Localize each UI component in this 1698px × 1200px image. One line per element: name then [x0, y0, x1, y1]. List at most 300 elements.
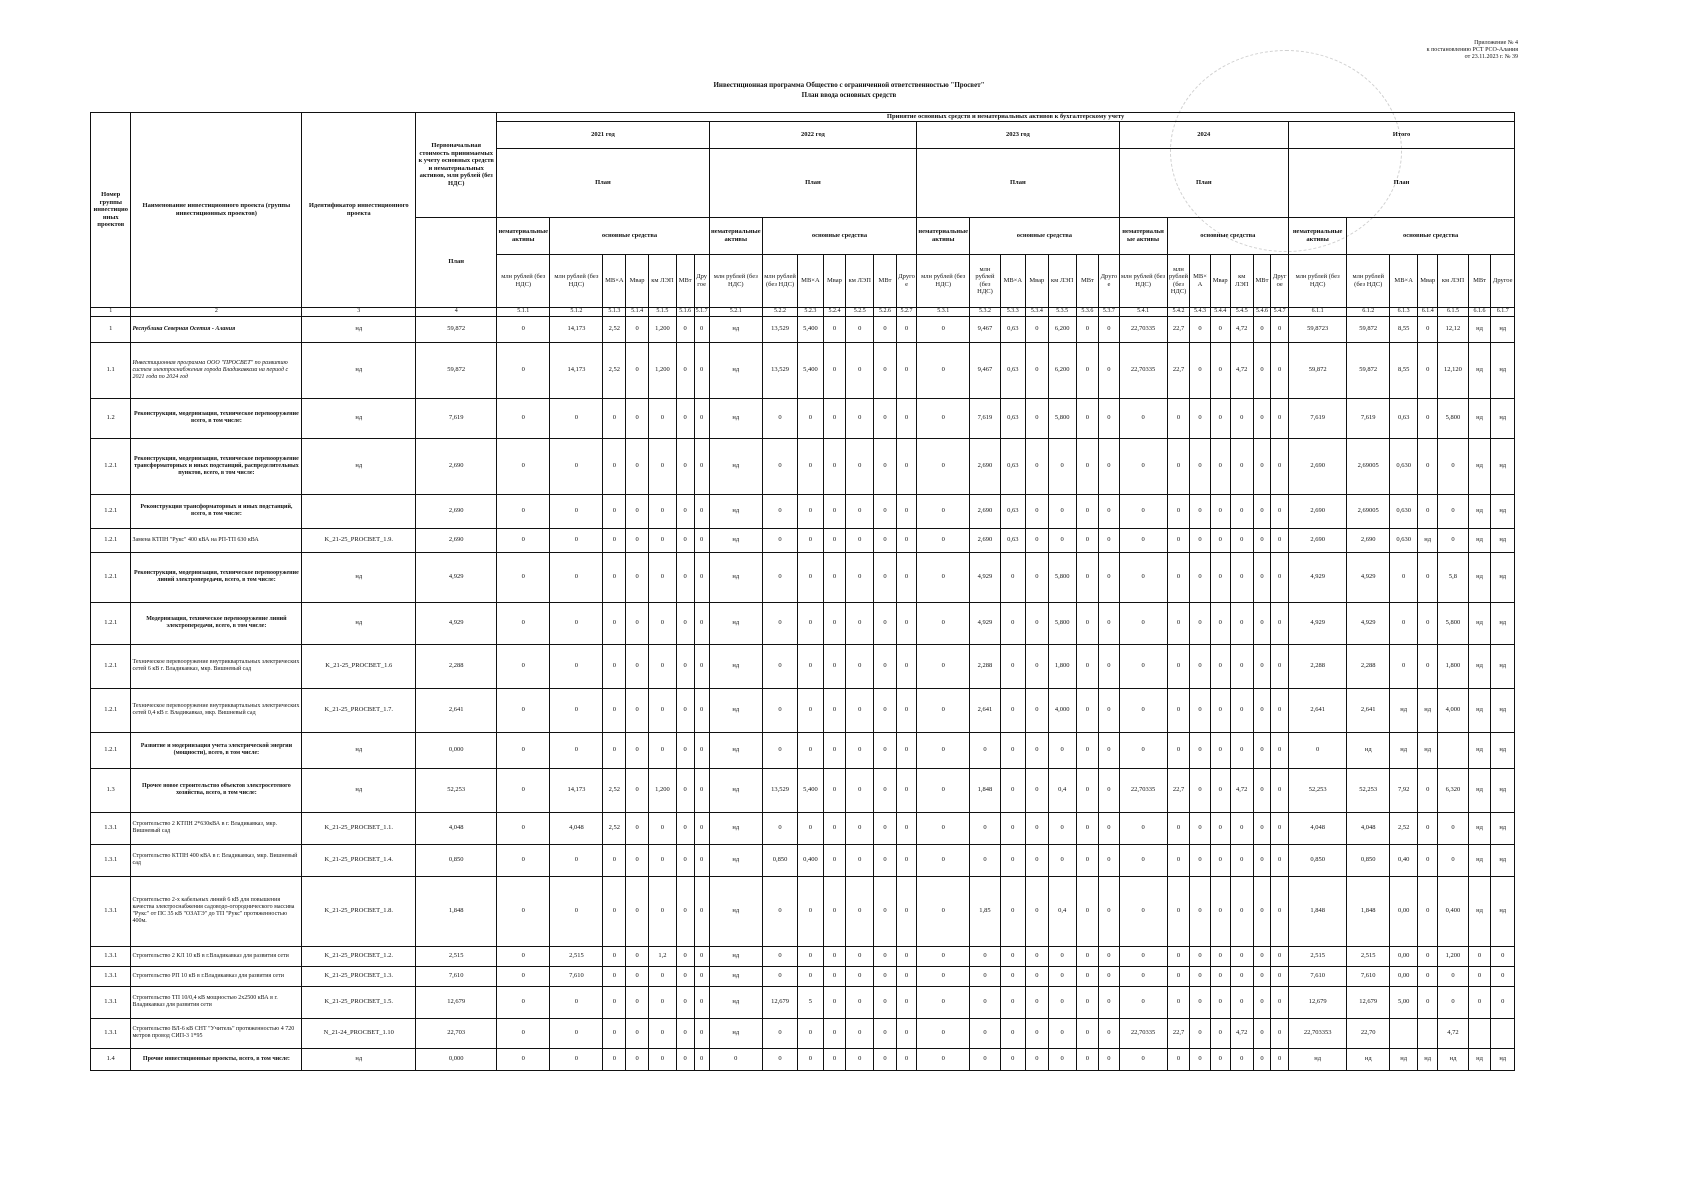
value-cell: 0 [823, 602, 846, 644]
value-cell: 0 [550, 876, 603, 946]
column-index: 5.3.5 [1048, 307, 1076, 316]
value-cell: 1,2 [649, 946, 677, 966]
value-cell: 0,63 [1000, 438, 1025, 494]
value-cell: 0 [798, 1048, 823, 1070]
value-cell: 0 [1190, 986, 1210, 1018]
value-cell: 22,70 [1347, 1018, 1390, 1048]
value-cell: 0 [1076, 946, 1099, 966]
project-id: K_21-25_PROCBET_1.7. [302, 688, 416, 732]
value-cell: 0 [1438, 494, 1468, 528]
value-cell: 0 [550, 1048, 603, 1070]
value-cell: 0 [1048, 528, 1076, 552]
value-cell: 0 [626, 688, 649, 732]
value-cell: 0 [1048, 812, 1076, 844]
project-id: нд [302, 602, 416, 644]
value-cell: нд [1491, 316, 1515, 342]
column-index: 6.1.2 [1347, 307, 1390, 316]
value-cell: 0 [1253, 438, 1271, 494]
value-cell: 0 [1190, 494, 1210, 528]
value-cell: 0 [1253, 688, 1271, 732]
value-cell: 14,173 [550, 316, 603, 342]
value-cell: 0 [1271, 732, 1289, 768]
header-unit: Другое [896, 254, 916, 307]
value-cell: 0 [649, 494, 677, 528]
value-cell: 0 [1438, 986, 1468, 1018]
value-cell: 0 [846, 986, 874, 1018]
value-cell: 0 [694, 342, 709, 398]
value-cell: 0 [1210, 966, 1230, 986]
value-cell: 0 [497, 986, 550, 1018]
value-cell: 1,848 [1347, 876, 1390, 946]
column-index: 5.2.5 [846, 307, 874, 316]
header-unit: млн рублей (без НДС) [970, 254, 1000, 307]
value-cell: нд [1491, 494, 1515, 528]
value-cell: 0 [896, 552, 916, 602]
value-cell: 0 [1000, 768, 1025, 812]
value-cell: 2,641 [1289, 688, 1347, 732]
value-cell: 0 [846, 1048, 874, 1070]
table-container [90, 112, 1515, 1172]
value-cell: 0 [1099, 732, 1119, 768]
value-cell: нд [1491, 844, 1515, 876]
value-cell: 0 [1099, 768, 1119, 812]
value-cell: нд [709, 876, 762, 946]
value-cell: 0 [626, 398, 649, 438]
value-cell: 0 [1119, 688, 1167, 732]
value-cell: 0 [676, 528, 694, 552]
value-cell: 0 [1076, 1018, 1099, 1048]
value-cell: 0 [649, 732, 677, 768]
value-cell: 0 [917, 1048, 970, 1070]
value-cell: 0 [694, 768, 709, 812]
value-cell: 0 [846, 1018, 874, 1048]
value-cell: 22,7 [1167, 768, 1190, 812]
value-cell: 0 [823, 688, 846, 732]
value-cell: нд [1491, 602, 1515, 644]
value-cell: 7,619 [1289, 398, 1347, 438]
column-index: 6.1.7 [1491, 307, 1515, 316]
value-cell: 0 [1167, 812, 1190, 844]
row-number: 1.4 [91, 1048, 131, 1070]
value-cell: 2,52 [603, 768, 626, 812]
column-index: 5.4.6 [1253, 307, 1271, 316]
value-cell: 0 [970, 1018, 1000, 1048]
project-name: Строительство ВЛ-6 кВ СНТ "Учитель" протяженностью 4 720 метров провод СИП-3 1*95 [131, 1018, 302, 1048]
value-cell: 0 [1210, 342, 1230, 398]
project-name: Строительство 2-х кабельных линий 6 кВ для повышения качества электроснабжения садоводо-огороднического массива "Рукс" от ПС 35 кВ "ОЗАТЭ" до ТП "Рукс" протяженностью 400м. [131, 876, 302, 946]
value-cell: 0 [896, 1048, 916, 1070]
header-unit: МВ×А [1000, 254, 1025, 307]
value-cell: 0 [1418, 946, 1438, 966]
column-index: 5.4.5 [1230, 307, 1253, 316]
value-cell: нд [709, 688, 762, 732]
column-index: 6.1.4 [1418, 307, 1438, 316]
column-index: 5.4.4 [1210, 307, 1230, 316]
value-cell: 0 [603, 644, 626, 688]
value-cell: 0 [550, 438, 603, 494]
value-cell: нд [1468, 602, 1491, 644]
value-cell: 0,000 [416, 732, 497, 768]
header-acceptance: Принятие основных средств и нематериальных активов к бухгалтерскому учету [497, 113, 1515, 122]
value-cell: 0 [1025, 732, 1048, 768]
value-cell: 0 [1271, 768, 1289, 812]
project-name: Реконструкция трансформаторных и иных подстанций, всего, в том числе: [131, 494, 302, 528]
value-cell: 0 [497, 342, 550, 398]
value-cell: 0 [1390, 644, 1418, 688]
value-cell: 0,850 [1347, 844, 1390, 876]
project-id: нд [302, 398, 416, 438]
value-cell: 4,929 [416, 602, 497, 644]
header-unit: МВт [1076, 254, 1099, 307]
value-cell: 13,529 [762, 768, 797, 812]
value-cell: 0 [1230, 876, 1253, 946]
value-cell: 0 [626, 316, 649, 342]
value-cell: 0 [1099, 812, 1119, 844]
value-cell: нд [1468, 552, 1491, 602]
value-cell: 0 [626, 876, 649, 946]
project-name: Замена КТПН "Рукс" 400 кВА на РП-ТП 630 кВА [131, 528, 302, 552]
project-name: Республика Северная Осетия - Алания [131, 316, 302, 342]
value-cell: 0 [762, 1048, 797, 1070]
value-cell: 0 [1271, 876, 1289, 946]
value-cell: 0 [917, 1018, 970, 1048]
column-index: 6.1.3 [1390, 307, 1418, 316]
value-cell: 0 [676, 1018, 694, 1048]
value-cell: 0 [1048, 986, 1076, 1018]
value-cell: 0 [1099, 1018, 1119, 1048]
value-cell [1491, 1018, 1515, 1048]
value-cell: 1,848 [970, 768, 1000, 812]
value-cell: 0 [1025, 966, 1048, 986]
header-unit: МВ×А [1190, 254, 1210, 307]
value-cell: 0 [1076, 812, 1099, 844]
column-index: 5.1.6 [676, 307, 694, 316]
header-fixed-assets: основные средства [1347, 217, 1515, 254]
value-cell: 0 [1418, 342, 1438, 398]
value-cell: 0 [694, 966, 709, 986]
value-cell: 0 [1099, 438, 1119, 494]
value-cell: 0 [1253, 342, 1271, 398]
column-index: 5.1.4 [626, 307, 649, 316]
header-unit: млн рублей (без НДС) [550, 254, 603, 307]
value-cell: 0 [846, 342, 874, 398]
value-cell: 0 [896, 494, 916, 528]
value-cell: 0 [1271, 1018, 1289, 1048]
value-cell: 0 [1230, 966, 1253, 986]
value-cell: нд [1468, 438, 1491, 494]
value-cell: 9,467 [970, 342, 1000, 398]
value-cell: 0 [626, 946, 649, 966]
value-cell: 1,800 [1048, 644, 1076, 688]
value-cell: 12,679 [1347, 986, 1390, 1018]
project-id: нд [302, 552, 416, 602]
value-cell: 0 [1119, 812, 1167, 844]
value-cell: 22,703353 [1289, 1018, 1347, 1048]
value-cell: нд [709, 946, 762, 966]
value-cell: 4,929 [416, 552, 497, 602]
value-cell: 0 [874, 438, 897, 494]
header-intangible: нематериальные активы [917, 217, 970, 254]
value-cell: 0 [762, 552, 797, 602]
value-cell: 0 [694, 732, 709, 768]
value-cell: 4,72 [1438, 1018, 1468, 1048]
column-index: 5.4.3 [1190, 307, 1210, 316]
value-cell: 0 [762, 1018, 797, 1048]
value-cell: 0 [603, 494, 626, 528]
value-cell: 0 [917, 844, 970, 876]
value-cell: 7,610 [550, 966, 603, 986]
project-name: Строительство 2 КЛ 10 кВ в г.Владикавказ для развития сети [131, 946, 302, 966]
column-index: 5.2.3 [798, 307, 823, 316]
header-unit: км ЛЭП [1438, 254, 1468, 307]
value-cell: 0 [1099, 876, 1119, 946]
value-cell: 0 [1025, 398, 1048, 438]
row-number: 1.3.1 [91, 966, 131, 986]
column-index: 5.3.4 [1025, 307, 1048, 316]
value-cell: 0 [550, 1018, 603, 1048]
value-cell: 0 [1025, 844, 1048, 876]
value-cell: 0 [917, 316, 970, 342]
value-cell: 0 [1167, 602, 1190, 644]
value-cell: 0 [1271, 966, 1289, 986]
value-cell: 0 [896, 438, 916, 494]
value-cell: 0 [1230, 398, 1253, 438]
value-cell: нд [709, 732, 762, 768]
value-cell: 0 [1230, 602, 1253, 644]
value-cell: 0 [1190, 844, 1210, 876]
value-cell: 0 [1076, 342, 1099, 398]
column-index: 1 [91, 307, 131, 316]
value-cell: 0 [1190, 342, 1210, 398]
table-row [91, 602, 1515, 644]
value-cell: нд [1491, 812, 1515, 844]
value-cell: 5 [798, 986, 823, 1018]
value-cell: 5,800 [1048, 552, 1076, 602]
value-cell: 0 [1190, 688, 1210, 732]
row-number: 1.1 [91, 342, 131, 398]
value-cell: 0 [626, 494, 649, 528]
value-cell: 0 [896, 688, 916, 732]
value-cell: 0 [1210, 688, 1230, 732]
header-unit: млн рублей (без НДС) [1167, 254, 1190, 307]
value-cell: 0 [1190, 768, 1210, 812]
value-cell: 0 [823, 876, 846, 946]
header-unit: млн рублей (без НДС) [1119, 254, 1167, 307]
value-cell: 0,400 [1438, 876, 1468, 946]
value-cell: 0 [1271, 552, 1289, 602]
header-project-name: Наименование инвестиционного проекта (группы инвестиционных проектов) [131, 113, 302, 308]
table-row [91, 342, 1515, 398]
value-cell: 0 [1119, 644, 1167, 688]
value-cell: 0 [798, 398, 823, 438]
value-cell: 0 [626, 844, 649, 876]
value-cell: 0 [970, 1048, 1000, 1070]
column-index: 6.1.5 [1438, 307, 1468, 316]
value-cell: 0 [1099, 398, 1119, 438]
value-cell: 0 [1025, 494, 1048, 528]
value-cell: 0 [603, 1048, 626, 1070]
value-cell: 2,52 [603, 316, 626, 342]
value-cell: 0 [1025, 316, 1048, 342]
value-cell: 0 [1230, 986, 1253, 1018]
value-cell: 2,690 [1347, 528, 1390, 552]
value-cell: 0 [1230, 844, 1253, 876]
project-name: Техническое перевооружение внутриквартальных электрических сетей 0,4 кВ г. Владикавказ, мкр. Вишневый сад [131, 688, 302, 732]
value-cell: 0 [1271, 398, 1289, 438]
value-cell: 0 [917, 644, 970, 688]
value-cell: 0 [603, 946, 626, 966]
header-unit: млн рублей (без НДС) [917, 254, 970, 307]
value-cell: 0 [550, 844, 603, 876]
value-cell: 0 [896, 876, 916, 946]
value-cell: 0 [970, 966, 1000, 986]
value-cell: 0 [1167, 966, 1190, 986]
value-cell: 0 [676, 812, 694, 844]
value-cell: 1,85 [970, 876, 1000, 946]
value-cell: 0 [1230, 552, 1253, 602]
value-cell: 0 [1210, 398, 1230, 438]
value-cell: 5,800 [1438, 398, 1468, 438]
column-index: 5.4.1 [1119, 307, 1167, 316]
value-cell: 5,00 [1390, 986, 1418, 1018]
header-fixed-assets: основные средства [1167, 217, 1288, 254]
value-cell: 2,690 [970, 494, 1000, 528]
value-cell: 0 [649, 844, 677, 876]
value-cell: 4,048 [1289, 812, 1347, 844]
value-cell: 0 [676, 342, 694, 398]
value-cell: 0 [1076, 1048, 1099, 1070]
value-cell: 4,048 [550, 812, 603, 844]
value-cell: 0 [649, 528, 677, 552]
value-cell: 0 [1190, 1018, 1210, 1048]
value-cell: 0 [1210, 438, 1230, 494]
value-cell: 0 [550, 552, 603, 602]
value-cell: 6,200 [1048, 316, 1076, 342]
value-cell: 0 [1210, 528, 1230, 552]
value-cell: 0,63 [1390, 398, 1418, 438]
value-cell: 0 [1000, 812, 1025, 844]
value-cell: 6,200 [1048, 342, 1076, 398]
value-cell: 0 [917, 946, 970, 966]
value-cell: нд [1390, 688, 1418, 732]
value-cell: нд [1468, 844, 1491, 876]
value-cell: 0 [1099, 688, 1119, 732]
value-cell: 0 [917, 602, 970, 644]
value-cell: 0 [1076, 552, 1099, 602]
value-cell: 0 [1119, 844, 1167, 876]
value-cell: 0 [1099, 946, 1119, 966]
value-cell: 0 [1271, 644, 1289, 688]
value-cell: 0 [550, 732, 603, 768]
value-cell: 0 [1271, 438, 1289, 494]
value-cell: 0 [917, 986, 970, 1018]
value-cell: нд [1390, 732, 1418, 768]
value-cell: 0 [497, 768, 550, 812]
table-row [91, 316, 1515, 342]
value-cell: 7,92 [1390, 768, 1418, 812]
value-cell: 2,690 [416, 438, 497, 494]
value-cell: 0,630 [1390, 528, 1418, 552]
value-cell: 7,610 [416, 966, 497, 986]
value-cell: нд [1418, 1048, 1438, 1070]
value-cell: 0,63 [1000, 494, 1025, 528]
table-row [91, 986, 1515, 1018]
value-cell: 0 [1167, 644, 1190, 688]
value-cell: 12,679 [1289, 986, 1347, 1018]
header-fixed-assets: основные средства [762, 217, 916, 254]
value-cell: 0 [1167, 946, 1190, 966]
value-cell: 0 [1253, 732, 1271, 768]
value-cell: 0 [1210, 644, 1230, 688]
column-index: 2 [131, 307, 302, 316]
table-row [91, 552, 1515, 602]
value-cell: 0 [649, 688, 677, 732]
value-cell: 4,72 [1230, 1018, 1253, 1048]
value-cell: нд [1438, 1048, 1468, 1070]
value-cell: 4,929 [1289, 552, 1347, 602]
value-cell: 4,929 [1347, 602, 1390, 644]
value-cell: 0 [874, 552, 897, 602]
value-cell: 0,400 [798, 844, 823, 876]
value-cell: 0 [874, 844, 897, 876]
value-cell: нд [1491, 438, 1515, 494]
value-cell: 0 [1438, 812, 1468, 844]
value-cell: 0 [798, 644, 823, 688]
value-cell: 0 [626, 1018, 649, 1048]
header-unit: км ЛЭП [1230, 254, 1253, 307]
value-cell: 2,288 [970, 644, 1000, 688]
value-cell: 0 [626, 986, 649, 1018]
value-cell: 0 [694, 602, 709, 644]
value-cell: 0 [762, 876, 797, 946]
value-cell: нд [1468, 688, 1491, 732]
value-cell: 0 [626, 602, 649, 644]
value-cell: 0 [649, 552, 677, 602]
value-cell: 52,253 [416, 768, 497, 812]
value-cell: 0 [846, 494, 874, 528]
header-year: Итого [1289, 121, 1515, 148]
value-cell: 0 [896, 398, 916, 438]
column-index: 5.3.7 [1099, 307, 1119, 316]
value-cell: 0 [1418, 398, 1438, 438]
value-cell: 0,850 [762, 844, 797, 876]
value-cell: 0 [1253, 528, 1271, 552]
value-cell: 0 [497, 946, 550, 966]
value-cell: 0 [1418, 494, 1438, 528]
value-cell: нд [709, 438, 762, 494]
value-cell: 0 [846, 644, 874, 688]
value-cell: 0 [1253, 602, 1271, 644]
header-unit: Другое [694, 254, 709, 307]
value-cell: 7,610 [1289, 966, 1347, 986]
value-cell: 0 [1289, 732, 1347, 768]
header-project-id: Идентификатор инвестиционного проекта [302, 113, 416, 308]
project-id: K_21-25_PROCBET_1.1. [302, 812, 416, 844]
header-unit: Мвар [823, 254, 846, 307]
value-cell: 0 [676, 552, 694, 602]
value-cell: нд [1390, 1048, 1418, 1070]
value-cell: 0 [1253, 644, 1271, 688]
value-cell: 0 [1210, 494, 1230, 528]
value-cell: 0 [1418, 876, 1438, 946]
value-cell: 0 [626, 438, 649, 494]
value-cell: 13,529 [762, 342, 797, 398]
value-cell: 0 [1418, 552, 1438, 602]
value-cell: нд [1491, 644, 1515, 688]
value-cell: 0 [823, 946, 846, 966]
value-cell: 0 [1119, 438, 1167, 494]
value-cell: 2,690 [1289, 438, 1347, 494]
